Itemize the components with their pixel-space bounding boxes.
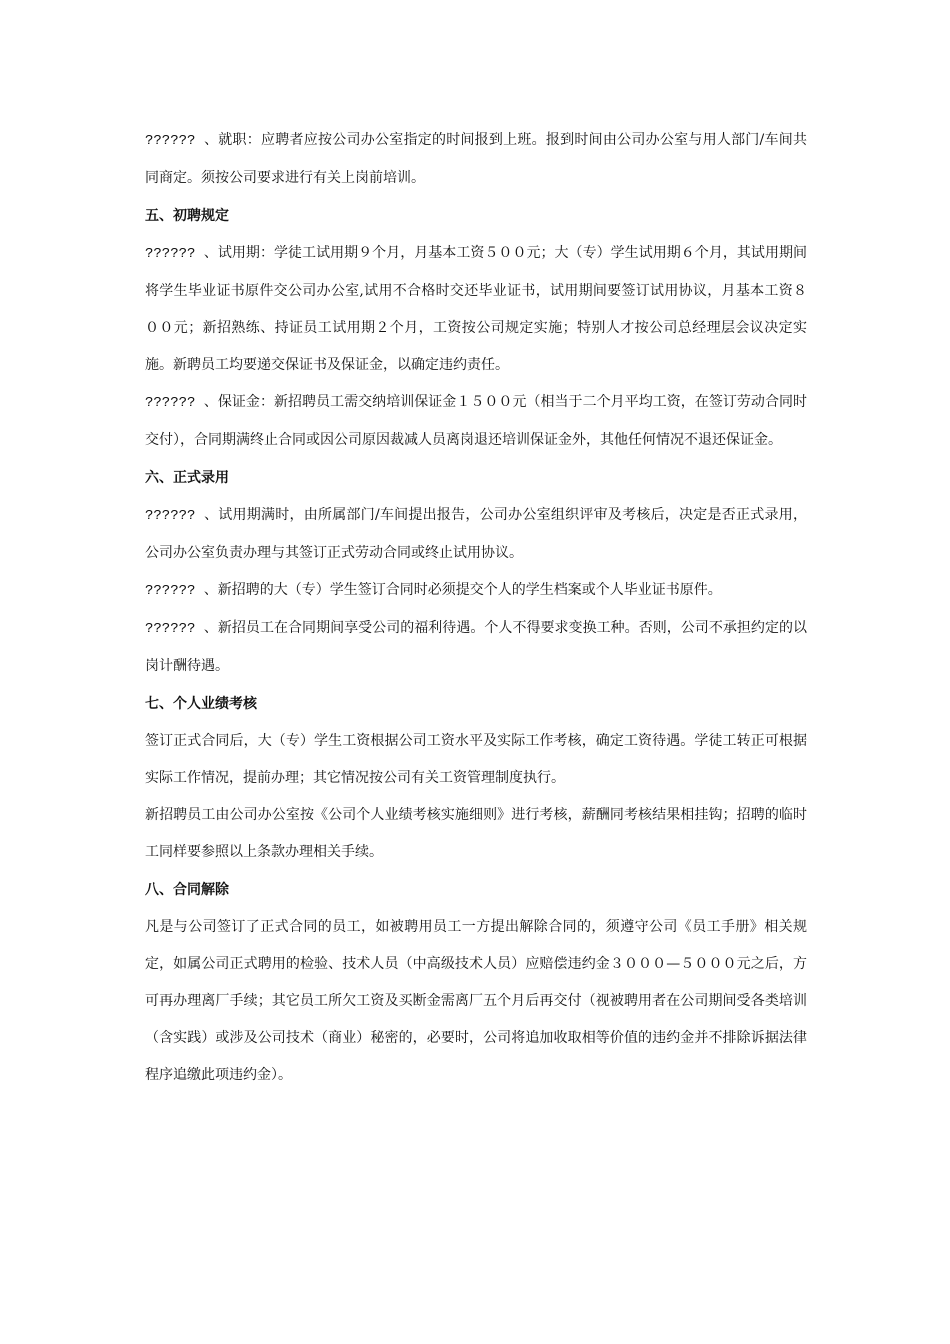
paragraph-benefits [145,610,807,685]
paragraph-number-placeholder: ?????? [145,621,204,637]
paragraph-text: 、新招员工在合同期间享受公司的福利待遇。个人不得要求变换工种。否则，公司不承担约定的以岗计酬待遇。 [145,620,808,674]
section-heading-initial-hiring: 五、初聘规定 [145,208,229,224]
paragraph-reporting [145,122,807,197]
paragraph-termination [145,909,807,1094]
paragraph-assessment [145,797,807,871]
paragraph-number-placeholder: ?????? [145,583,204,599]
paragraph-number-placeholder: ?????? [145,133,205,149]
paragraph-text: 、新招聘的大（专）学生签订合同时必须提交个人的学生档案或个人毕业证书原件。 [203,582,722,598]
section-heading-performance-review: 七、个人业绩考核 [145,696,257,712]
paragraph-text: 、试用期满时，由所属部门/车间提出报告，公司办公室组织评审及考核后，决定是否正式录用，公司办公室负责办理与其签订正式劳动合同或终止试用协议。 [145,507,808,561]
paragraph-deposit [145,384,807,459]
paragraph-text: 新招聘员工由公司办公室按《公司个人业绩考核实施细则》进行考核，薪酬同考核结果相挂钩；招聘的临时工同样要参照以上条款办理相关手续。 [145,807,807,860]
paragraph-text: 签订正式合同后，大（专）学生工资根据公司工资水平及实际工作考核，确定工资待遇。学徒工转正可根据实际工作情况，提前办理；其它情况按公司有关工资管理制度执行。 [145,733,807,786]
paragraph-text: 凡是与公司签订了正式合同的员工，如被聘用员工一方提出解除合同的，须遵守公司《员工手册》相关规定，如属公司正式聘用的检验、技术人员（中高级技术人员）应赔偿违约金３０００—５０００元之后，方可再办理离厂手续；其它员工所欠工资及买断金需离厂五个月后再交付（视被聘用者在公司期间受各类培训（含实践）或涉及公司技术（商业）秘密的，必要时，公司将追加收取相等价值的违约金并不排除诉据法律程序追缴此项违约金）。 [145,919,807,1083]
paragraph-text: 、保证金：新招聘员工需交纳培训保证金１５００元（相当于二个月平均工资，在签订劳动合同时交付），合同期满终止合同或因公司原因裁减人员离岗退还培训保证金外，其他任何情况不退还保证金。 [145,394,808,448]
paragraph-number-placeholder: ?????? [145,395,204,411]
paragraph-probation [145,235,807,384]
paragraph-number-placeholder: ?????? [145,508,205,524]
paragraph-salary [145,723,807,797]
section-heading-contract-termination: 八、合同解除 [145,882,229,898]
section-heading-formal-employment: 六、正式录用 [145,470,229,486]
paragraph-graduate-documents [145,572,807,610]
paragraph-text: 、试用期：学徒工试用期９个月，月基本工资５００元；大（专）学生试用期６个月，其试用期间将学生毕业证书原件交公司办公室,试用不合格时交还毕业证书，试用期间要签订试用协议，月基本工资８００元；新招熟练、持证员工试用期２个月，工资按公司规定实施；特别人才按公司总经理层会议决定实施。新聘员工均要递交保证书及保证金，以确定违约责任。 [145,245,808,373]
document-body [145,122,807,1094]
paragraph-number-placeholder: ?????? [145,246,204,262]
paragraph-probation-end [145,497,807,572]
paragraph-text: 、就职：应聘者应按公司办公室指定的时间报到上班。报到时间由公司办公室与用人部门/车间共同商定。须按公司要求进行有关上岗前培训。 [145,132,808,186]
